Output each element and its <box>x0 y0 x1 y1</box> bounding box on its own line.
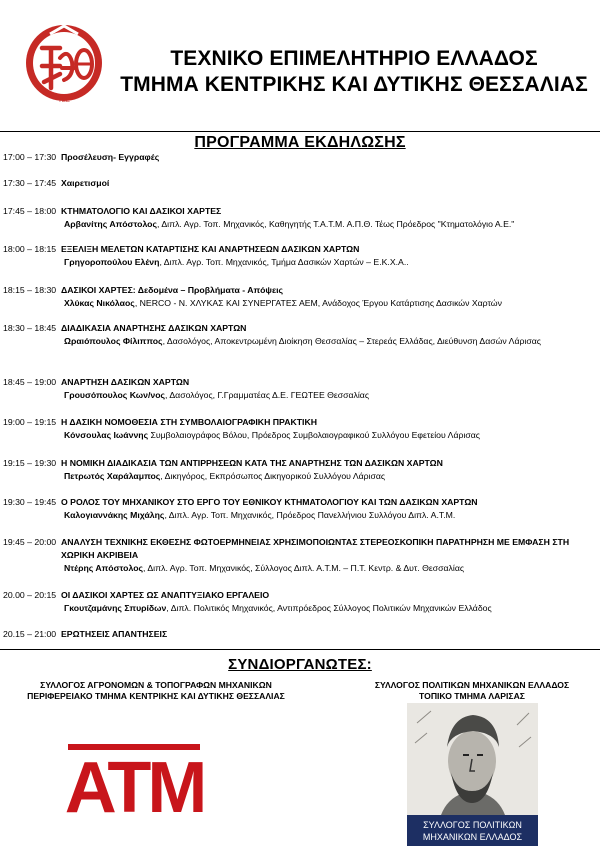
program-item <box>3 205 599 231</box>
program-item <box>3 177 599 190</box>
item-time: 18:00 – 18:15 <box>3 244 57 254</box>
organization-title <box>108 46 600 98</box>
item-time: 17:45 – 18:00 <box>3 206 57 216</box>
program-item <box>3 589 599 615</box>
item-time: 19:00 – 19:15 <box>3 417 57 427</box>
co-organizer-atm <box>0 680 312 702</box>
svg-text:TEE: TEE <box>58 98 70 104</box>
speaker-details: , Διπλ. Πολιτικός Μηχανικός, Αντιπρόεδρος Σύλλογος Πολιτικών Μηχανικών Ελλάδος <box>166 603 492 613</box>
speaker-details: , Διπλ. Αγρ. Τοπ. Μηχανικός, Σύλλογος Διπλ. Α.Τ.Μ. – Π.Τ. Κεντρ. & Δυτ. Θεσσαλίας <box>143 563 465 573</box>
speaker-details: Συμβολαιογράφος Βόλου, Πρόεδρος Συμβολαιογραφικού Συλλόγου Εφετείου Λάρισας <box>148 430 480 440</box>
speaker-name: Γρηγοροπούλου Ελένη <box>64 257 160 267</box>
item-time: 18:30 – 18:45 <box>3 323 57 333</box>
atm-logo <box>50 720 216 828</box>
speaker-name: Ντέρης Απόστολος <box>64 563 144 573</box>
item-title: ΔΙΑΔΙΚΑΣΙΑ ΑΝΑΡΤΗΣΗΣ ΔΑΣΙΚΩΝ ΧΑΡΤΩΝ <box>61 323 247 333</box>
speaker-details: , Δικηγόρος, Εκπρόσωπος Δικηγορικού Συλλόγου Λάρισας <box>160 471 386 481</box>
speaker-details: , Διπλ. Αγρ. Τοπ. Μηχανικός, Καθηγητής Τ.Α.Τ.Μ. Α.Π.Θ. Τέως Πρόεδρος "Κτηματολόγιο Α.Ε." <box>157 219 515 229</box>
item-time: 20.00 – 20:15 <box>3 590 57 600</box>
item-title: ΑΝΑΡΤΗΣΗ ΔΑΣΙΚΩΝ ΧΑΡΤΩΝ <box>61 377 190 387</box>
item-title: ΕΡΩΤΗΣΕΙΣ ΑΠΑΝΤΗΣΕΙΣ <box>61 629 168 639</box>
item-title: Η ΔΑΣΙΚΗ ΝΟΜΟΘΕΣΙΑ ΣΤΗ ΣΥΜΒΟΛΑΙΟΓΡΑΦΙΚΗ ΠΡΑΚΤΙΚΗ <box>61 417 318 427</box>
item-time: 20.15 – 21:00 <box>3 629 57 639</box>
speaker-details: , Δασολόγος, Αποκεντρωμένη Διοίκηση Θεσσαλίας – Στερεάς Ελλάδας, Διεύθυνση Δασών Λάρισας <box>162 336 541 346</box>
speaker-details: , Διπλ. Αγρ. Τοπ. Μηχανικός, Πρόεδρος Πανελλήνιου Συλλόγου Διπλ. Α.Τ.Μ. <box>164 510 456 520</box>
co-organizer-spme <box>348 680 596 702</box>
tee-logo <box>24 22 104 104</box>
program-divider <box>0 649 600 650</box>
header-divider <box>0 131 600 132</box>
program-item <box>3 628 599 641</box>
item-time: 17:00 – 17:30 <box>3 152 57 162</box>
speaker-details: , Δασολόγος, Γ.Γραμματέας Δ.Ε. ΓΕΩΤΕΕ Θεσσαλίας <box>165 390 370 400</box>
item-time: 19:15 – 19:30 <box>3 458 57 468</box>
program-item <box>3 376 599 402</box>
emblem-caption-line2: ΜΗΧΑΝΙΚΩΝ ΕΛΛΑΔΟΣ <box>422 832 523 842</box>
item-title: Η ΝΟΜΙΚΗ ΔΙΑΔΙΚΑΣΙΑ ΤΩΝ ΑΝΤΙΡΡΗΣΕΩΝ ΚΑΤΑ ΤΗΣ ΑΝΑΡΤΗΣΗΣ ΤΩΝ ΔΑΣΙΚΩΝ ΧΑΡΤΩΝ <box>61 458 443 468</box>
speaker-details: , Διπλ. Αγρ. Τοπ. Μηχανικός, Τμήμα Δασικών Χαρτών – Ε.Κ.Χ.Α.. <box>159 257 409 267</box>
org-title-line1: ΤΕΧΝΙΚΟ ΕΠΙΜΕΛΗΤΗΡΙΟ ΕΛΛΑΔΟΣ <box>170 47 538 70</box>
program-item <box>3 496 599 522</box>
item-time: 19:30 – 19:45 <box>3 497 57 507</box>
speaker-name: Χλύκας Νικόλαος <box>64 298 135 308</box>
item-title: Χαιρετισμοί <box>61 178 110 188</box>
program-item <box>3 322 599 348</box>
speaker-details: , NERCO - Ν. ΧΛΥΚΑΣ ΚΑΙ ΣΥΝΕΡΓΑΤΕΣ ΑΕΜ, Ανάδοχος Έργου Κατάρτισης Δασικών Χαρτών <box>134 298 502 308</box>
program-item <box>3 416 599 442</box>
speaker-name: Ωραιόπουλος Φίλιππος <box>64 336 163 346</box>
spme-portrait-emblem <box>407 703 538 846</box>
program-item <box>3 284 599 310</box>
co-organizer-line: ΤΟΠΙΚΟ ΤΜΗΜΑ ΛΑΡΙΣΑΣ <box>419 691 525 701</box>
program-item <box>3 457 599 483</box>
speaker-name: Πετρωτός Χαράλαμπος <box>64 471 161 481</box>
speaker-name: Κόνσουλας Ιωάννης <box>64 430 149 440</box>
program-item <box>3 243 599 269</box>
program-item <box>3 536 599 575</box>
item-time: 17:30 – 17:45 <box>3 178 57 188</box>
item-time: 19:45 – 20:00 <box>3 537 57 547</box>
item-title: ΕΞΕΛΙΞΗ ΜΕΛΕΤΩΝ ΚΑΤΑΡΤΙΣΗΣ ΚΑΙ ΑΝΑΡΤΗΣΕΩΝ ΔΑΣΙΚΩΝ ΧΑΡΤΩΝ <box>61 244 360 254</box>
item-time: 18:45 – 19:00 <box>3 377 57 387</box>
co-organizer-line: ΠΕΡΙΦΕΡΕΙΑΚΟ ΤΜΗΜΑ ΚΕΝΤΡΙΚΗΣ ΚΑΙ ΔΥΤΙΚΗΣ ΘΕΣΣΑΛΙΑΣ <box>27 691 285 701</box>
item-time: 18:15 – 18:30 <box>3 285 57 295</box>
item-title: ΟΙ ΔΑΣΙΚΟΙ ΧΑΡΤΕΣ ΩΣ ΑΝΑΠΤΥΞΙΑΚΟ ΕΡΓΑΛΕΙΟ <box>61 590 270 600</box>
speaker-name: Γκουτζαμάνης Σπυρίδων <box>64 603 167 613</box>
item-title: ΚΤΗΜΑΤΟΛΟΓΙΟ ΚΑΙ ΔΑΣΙΚΟΙ ΧΑΡΤΕΣ <box>61 206 222 216</box>
program-item <box>3 151 599 164</box>
item-title: ΔΑΣΙΚΟΙ ΧΑΡΤΕΣ: Δεδομένα – Προβλήματα - Απόψεις <box>61 285 284 295</box>
atm-logo-text: ATM <box>64 748 204 828</box>
co-organizers-title: ΣΥΝΔΙΟΡΓΑΝΩΤΕΣ: <box>228 656 372 673</box>
program-title: ΠΡΟΓΡΑΜΜΑ ΕΚΔΗΛΩΣΗΣ <box>194 134 406 151</box>
co-organizer-line: ΣΥΛΛΟΓΟΣ ΠΟΛΙΤΙΚΩΝ ΜΗΧΑΝΙΚΩΝ ΕΛΛΑΔΟΣ <box>374 680 570 690</box>
org-title-line2: ΤΜΗΜΑ ΚΕΝΤΡΙΚΗΣ ΚΑΙ ΔΥΤΙΚΗΣ ΘΕΣΣΑΛΙΑΣ <box>120 73 588 96</box>
co-organizer-line: ΣΥΛΛΟΓΟΣ ΑΓΡΟΝΟΜΩΝ & ΤΟΠΟΓΡΑΦΩΝ ΜΗΧΑΝΙΚΩΝ <box>40 680 272 690</box>
item-title: Ο ΡΟΛΟΣ ΤΟΥ ΜΗΧΑΝΙΚΟΥ ΣΤΟ ΕΡΓΟ ΤΟΥ ΕΘΝΙΚΟΥ ΚΤΗΜΑΤΟΛΟΓΙΟΥ ΚΑΙ ΤΩΝ ΔΑΣΙΚΩΝ ΧΑΡΤΩΝ <box>61 497 478 507</box>
item-title: ΑΝΑΛΥΣΗ ΤΕΧΝΙΚΗΣ ΕΚΘΕΣΗΣ ΦΩΤΟΕΡΜΗΝΕΙΑΣ ΧΡΗΣΙΜΟΠΟΙΩΝΤΑΣ ΣΤΕΡΕΟΣΚΟΠΙΚΗ ΠΑΡΑΤΗΡΗΣΗ ΜΕ ΕΜΦΑΣΗ ΣΤΗ ΧΩΡΙΚΗ ΑΚΡΙΒΕΙΑ <box>61 537 570 560</box>
speaker-name: Γρουσόπουλος Κων/νος <box>64 390 166 400</box>
speaker-name: Καλογιαννάκης Μιχάλης <box>64 510 165 520</box>
emblem-caption-line1: ΣΥΛΛΟΓΟΣ ΠΟΛΙΤΙΚΩΝ <box>423 820 522 830</box>
speaker-name: Αρβανίτης Απόστολος <box>64 219 157 229</box>
item-title: Προσέλευση- Εγγραφές <box>61 152 160 162</box>
